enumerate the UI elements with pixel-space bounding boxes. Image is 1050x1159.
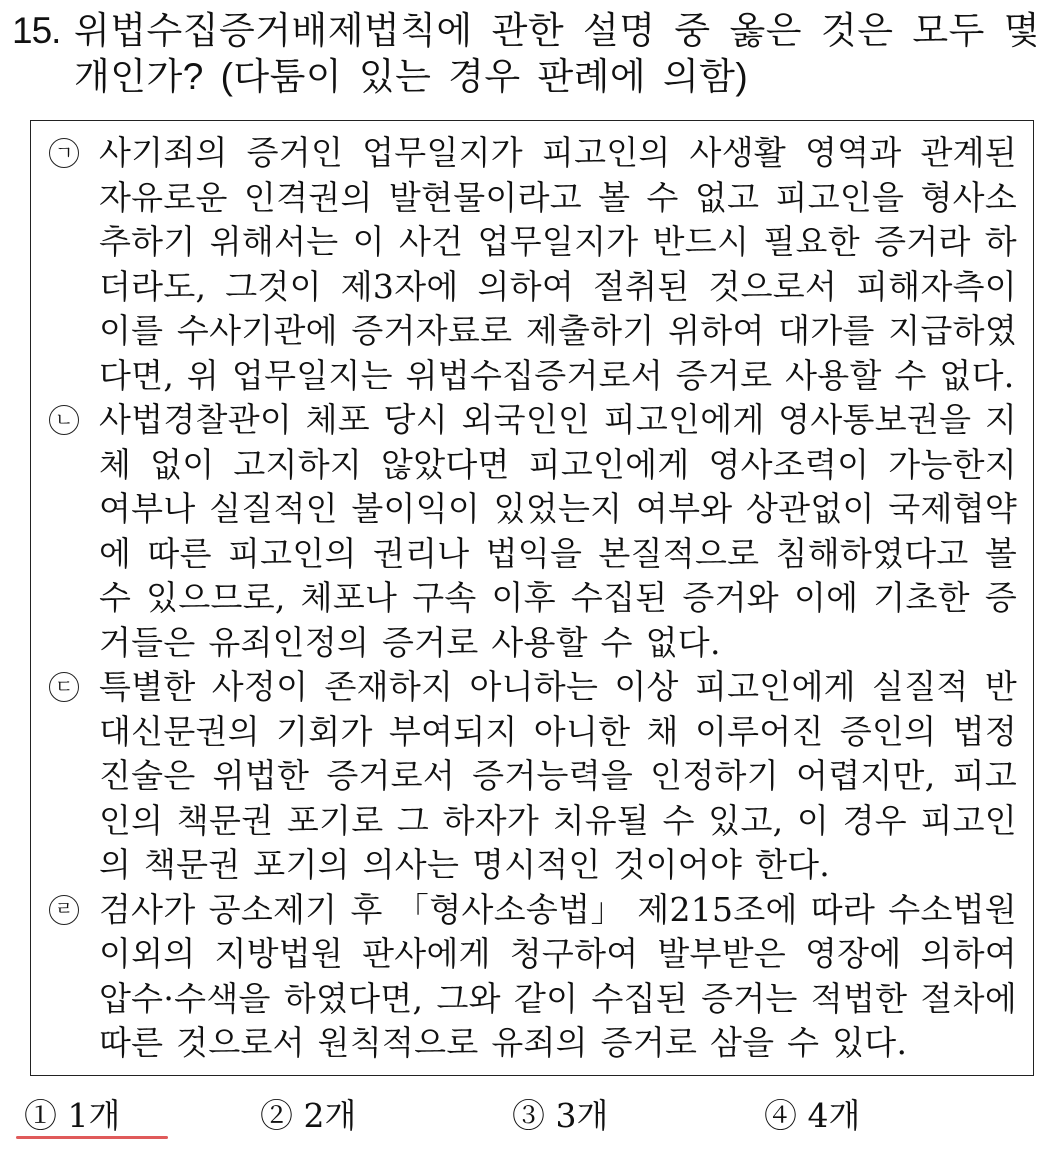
- choice-3[interactable]: ③ 3개: [512, 1096, 609, 1135]
- statement-text: 사법경찰관이 체포 당시 외국인인 피고인에게 영사통보권을 지체 없이 고지하지 않았다면 피고인에게 영사조력이 가능한지 여부나 실질적인 불이익이 있었는지 여부와 상관없이 국제협약에 따른 피고인의 권리나 법익을 본질적으로 침해하였다고 볼 수 있으므로, 체포나 구속 이후 수집된 증거와 이에 기초한 증거들은 유죄인정의 증거로 사용할 수 없다.: [99, 400, 1017, 662]
- question-header: [12, 8, 1040, 100]
- question-number: 15.: [12, 10, 61, 51]
- statement-giyeok: [49, 131, 1017, 398]
- answer-underline-mark: [16, 1136, 168, 1139]
- choice-1[interactable]: ① 1개: [24, 1096, 121, 1135]
- statement-digeut: [49, 665, 1017, 888]
- choice-2[interactable]: ② 2개: [260, 1096, 357, 1135]
- answer-choices: [24, 1094, 1024, 1142]
- statements-box: [30, 120, 1034, 1076]
- question-text: 위법수집증거배제법칙에 관한 설명 중 옳은 것은 모두 몇 개인가? (다툼이 있는 경우 판례에 의함): [74, 10, 1040, 97]
- statement-rieul: [49, 888, 1017, 1066]
- statement-text: 특별한 사정이 존재하지 아니하는 이상 피고인에게 실질적 반대신문권의 기회가 부여되지 아니한 채 이루어진 증인의 법정진술은 위법한 증거로서 증거능력을 인정하기 어렵지만, 피고인의 책문권 포기로 그 하자가 치유될 수 있고, 이 경우 피고인의 책문권 포기의 의사는 명시적인 것이어야 한다.: [99, 667, 1017, 884]
- circled-nieun-marker: ㄴ: [49, 405, 79, 435]
- statement-text: 검사가 공소제기 후 「형사소송법」 제215조에 따라 수소법원 이외의 지방법원 판사에게 청구하여 발부받은 영장에 의하여 압수·수색을 하였다면, 그와 같이 수집된 증거는 적법한 절차에 따른 것으로서 원칙적으로 유죄의 증거로 삼을 수 있다.: [99, 889, 1017, 1062]
- circled-giyeok-marker: ㄱ: [49, 138, 79, 168]
- circled-digeut-marker: ㄷ: [49, 672, 79, 702]
- statement-nieun: [49, 398, 1017, 665]
- statement-text: 사기죄의 증거인 업무일지가 피고인의 사생활 영역과 관계된 자유로운 인격권의 발현물이라고 볼 수 없고 피고인을 형사소추하기 위해서는 이 사건 업무일지가 반드시 필요한 증거라 하더라도, 그것이 제3자에 의하여 절취된 것으로서 피해자측이 이를 수사기관에 증거자료로 제출하기 위하여 대가를 지급하였다면, 위 업무일지는 위법수집증거로서 증거로 사용할 수 없다.: [99, 133, 1017, 395]
- circled-rieul-marker: ㄹ: [49, 895, 79, 925]
- choice-4[interactable]: ④ 4개: [764, 1096, 861, 1135]
